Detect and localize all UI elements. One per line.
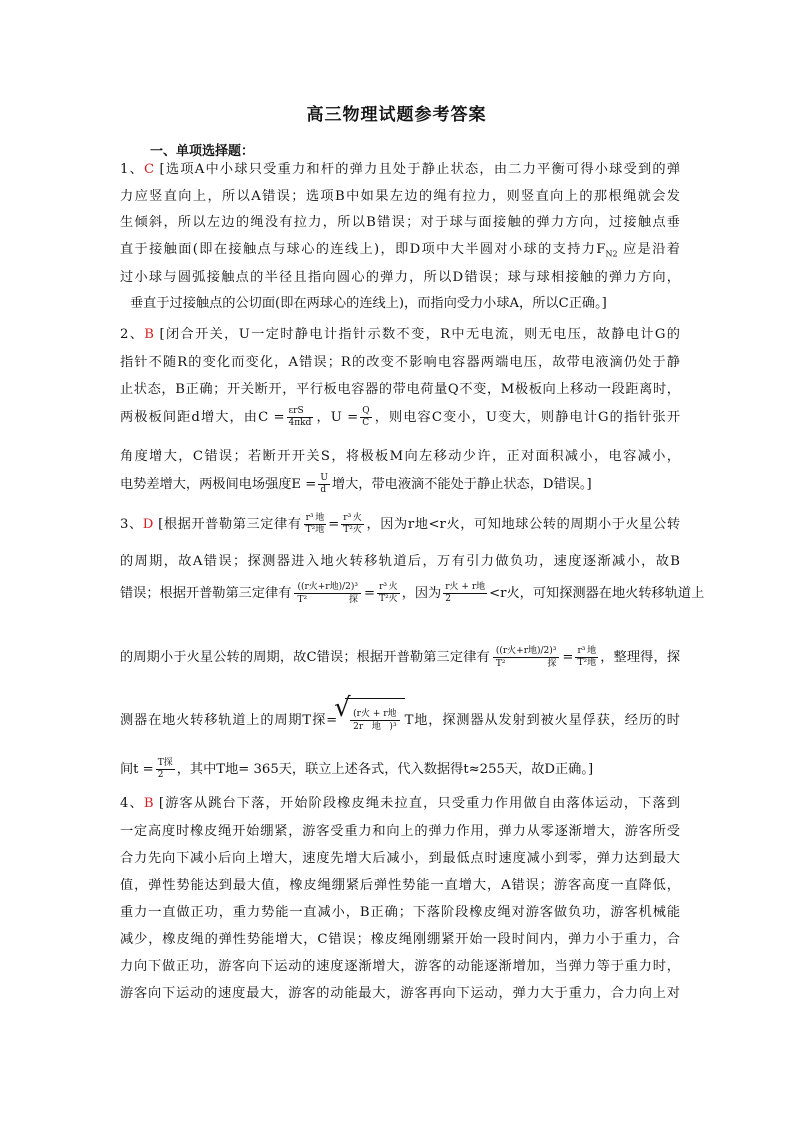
kepler-transfer-ratio: ((r火+r地)/2)³ T²探 — [294, 581, 361, 606]
q3-line-1: 3、D [根据开普勒第三定律有 $\frac{\text{r³地}}{\text{T²地}}$ = $\frac{\text{r³火}}{\text{T²火}}$ ，因为r地<r火，可知地球公转的周期小于火星公转 — [120, 513, 681, 535]
q4-line-7: 力向下做正功，游客向下运动的速度逐渐增大，游客的动能逐渐增加，当弹力等于重力时， — [120, 959, 680, 974]
q2-number: 2、 — [120, 327, 145, 342]
q1-answer: C — [144, 162, 155, 177]
kepler-transfer-ratio-2: ((r火+r地)/2)³ T²探 — [493, 645, 560, 670]
q4-line-2: 一定高度时橡皮绳开始绷紧，游客受重力和向上的弹力作用，弹力从零逐渐增大，游客所受 — [120, 824, 680, 839]
kepler-mars-ratio: $\frac{\text{r³火}}{\text{T²火}}$ — [343, 513, 362, 535]
q4-answer: B — [143, 796, 154, 811]
voltage-formula: $\frac{Q}{C}$ — [362, 406, 370, 428]
q2-line-4: 两极板间距d增大，由C = $\frac{\text{εrS}}{\text{4πkd}}$ ，U = $\frac{Q}{C}$ ，则电容C变小，U变大，则静电计G的指针张开 — [120, 406, 681, 428]
half-period-formula: $\frac{\text{T探}}{2}$ — [157, 758, 173, 780]
q1-line-1: 1、C [选项A中小球只受重力和杆的弹力且处于静止状态，由二力平衡可得小球受到的弹 — [120, 162, 681, 177]
q3-line-6: 间t = $\frac{\text{T探}}{2}$ ，其中T地= 365天，联立上述各式，代入数据得t≈255天，故D正确。] — [120, 758, 594, 780]
section-heading: 一、单项选择题： — [150, 144, 255, 159]
q1-line-3: 生倾斜，所以左边的绳没有拉力，所以B错误；对于球与面接触的弹力方向，过接触点垂 — [120, 215, 680, 230]
q4-line-5: 重力一直做正功，重力势能一直减小，B正确；下落阶段橡皮绳对游客做负功，游客机械能 — [120, 905, 680, 920]
q1-line-6: 垂直于过接触点的公切面(即在两球心的连线上)，而指向受力小球A，所以C正确。] — [130, 296, 607, 311]
q4-line-6: 减少，橡皮绳的弹性势能增大，C错误；橡皮绳刚绷紧开始一段时间内，弹力小于重力，合 — [120, 932, 680, 947]
q1-line-4: 直于接触面(即在接触点与球心的连线上)，即D项中大半圆对小球的支持力$F_{N2}$ 应是沿着 — [120, 242, 680, 259]
q4-line-8: 游客向下运动的速度最大，游客的动能最大，游客再向下运动，弹力大于重力，合力向上对 — [120, 986, 680, 1001]
kepler-earth-ratio: $\frac{\text{r³地}}{\text{T²地}}$ — [305, 513, 325, 535]
q2-answer: B — [144, 327, 154, 342]
q2-line-6: 电势差增大，两极间电场强度E = $\frac{U}{d}$ 增大，带电液滴不能处于静止状态，D错误。] — [120, 473, 592, 495]
q4-line-1: 4、B [游客从跳台下落，开始阶段橡皮绳未拉直，只受重力作用做自由落体运动，下落到 — [120, 796, 680, 811]
q2-line-5: 角度增大，C错误；若断开开关S，将极板M向左移动少许，正对面积减小，电容减小， — [120, 449, 680, 464]
q3-line-5: 测器在地火转移轨道上的周期T探= √ (r火 + r地 2r地)³ T地，探测器从发射到被火星俘获，经历的时 — [120, 698, 680, 743]
field-strength-formula: $\frac{U}{d}$ — [320, 473, 328, 495]
capacitance-formula: $\frac{\text{εrS}}{\text{4πkd}}$ — [288, 406, 312, 428]
q2-line-2: 指针不随R的变化而变化，A错误；R的改变不影响电容器两端电压，故带电液滴仍处于静 — [120, 355, 680, 370]
q1-line-5: 过小球与圆弧接触点的半径且指向圆心的弹力，所以D错误；球与球相接触的弹力方向， — [120, 270, 680, 285]
page-title: 高三物理试题参考答案 — [306, 105, 487, 125]
q3-line-4: 的周期小于火星公转的周期，故C错误；根据开普勒第三定律有 ((r火+r地)/2)³ T²探 = $\frac{\text{r³地}}{\text{T²地}}$ ，整理得，探 — [120, 646, 681, 669]
q1-line-2: 力应竖直向上，所以A错误；选项B中如果左边的绳有拉力，则竖直向上的那根绳就会发 — [120, 189, 680, 204]
q3-line-3: 错误；根据开普勒第三定律有 ((r火+r地)/2)³ T²探 = $\frac{\text{r³火}}{\text{T²火}}$ ，因为 $\frac{\text{r火 + r地}}{2}$ <r火，可知探测器在地火转移轨道上 — [120, 582, 705, 605]
q2-line-3: 止状态，B正确；开关断开，平行板电容器的带电荷量Q不变，M极板向上移动一段距离时， — [120, 382, 680, 397]
q1-number: 1、 — [120, 162, 145, 177]
q3-answer: D — [142, 517, 154, 532]
q2-line-1: 2、B [闭合开关，U一定时静电计指针示数不变，R中无电流，则无电压，故静电计G的 — [120, 327, 680, 342]
q4-number: 4、 — [120, 796, 144, 811]
kepler-mars-ratio-2: $\frac{\text{r³火}}{\text{T²火}}$ — [379, 582, 398, 604]
q3-number: 3、 — [120, 517, 143, 532]
semi-major-axis: $\frac{\text{r火 + r地}}{2}$ — [445, 582, 486, 604]
q4-line-3: 合力先向下减小后向上增大，速度先增大后减小，到最低点时速度减小到零，弹力达到最大 — [120, 851, 680, 866]
q4-line-4: 值，弹性势能达到最大值，橡皮绳绷紧后弹性势能一直增大，A错误；游客高度一直降低， — [120, 878, 680, 893]
kepler-earth-ratio-2: $\frac{\text{r³地}}{\text{T²地}}$ — [577, 646, 597, 668]
q3-line-2: 的周期，故A错误；探测器进入地火转移轨道后，万有引力做负功，速度逐渐减小，故B — [120, 554, 680, 569]
transfer-period-root: √ (r火 + r地 2r地)³ — [345, 698, 404, 743]
